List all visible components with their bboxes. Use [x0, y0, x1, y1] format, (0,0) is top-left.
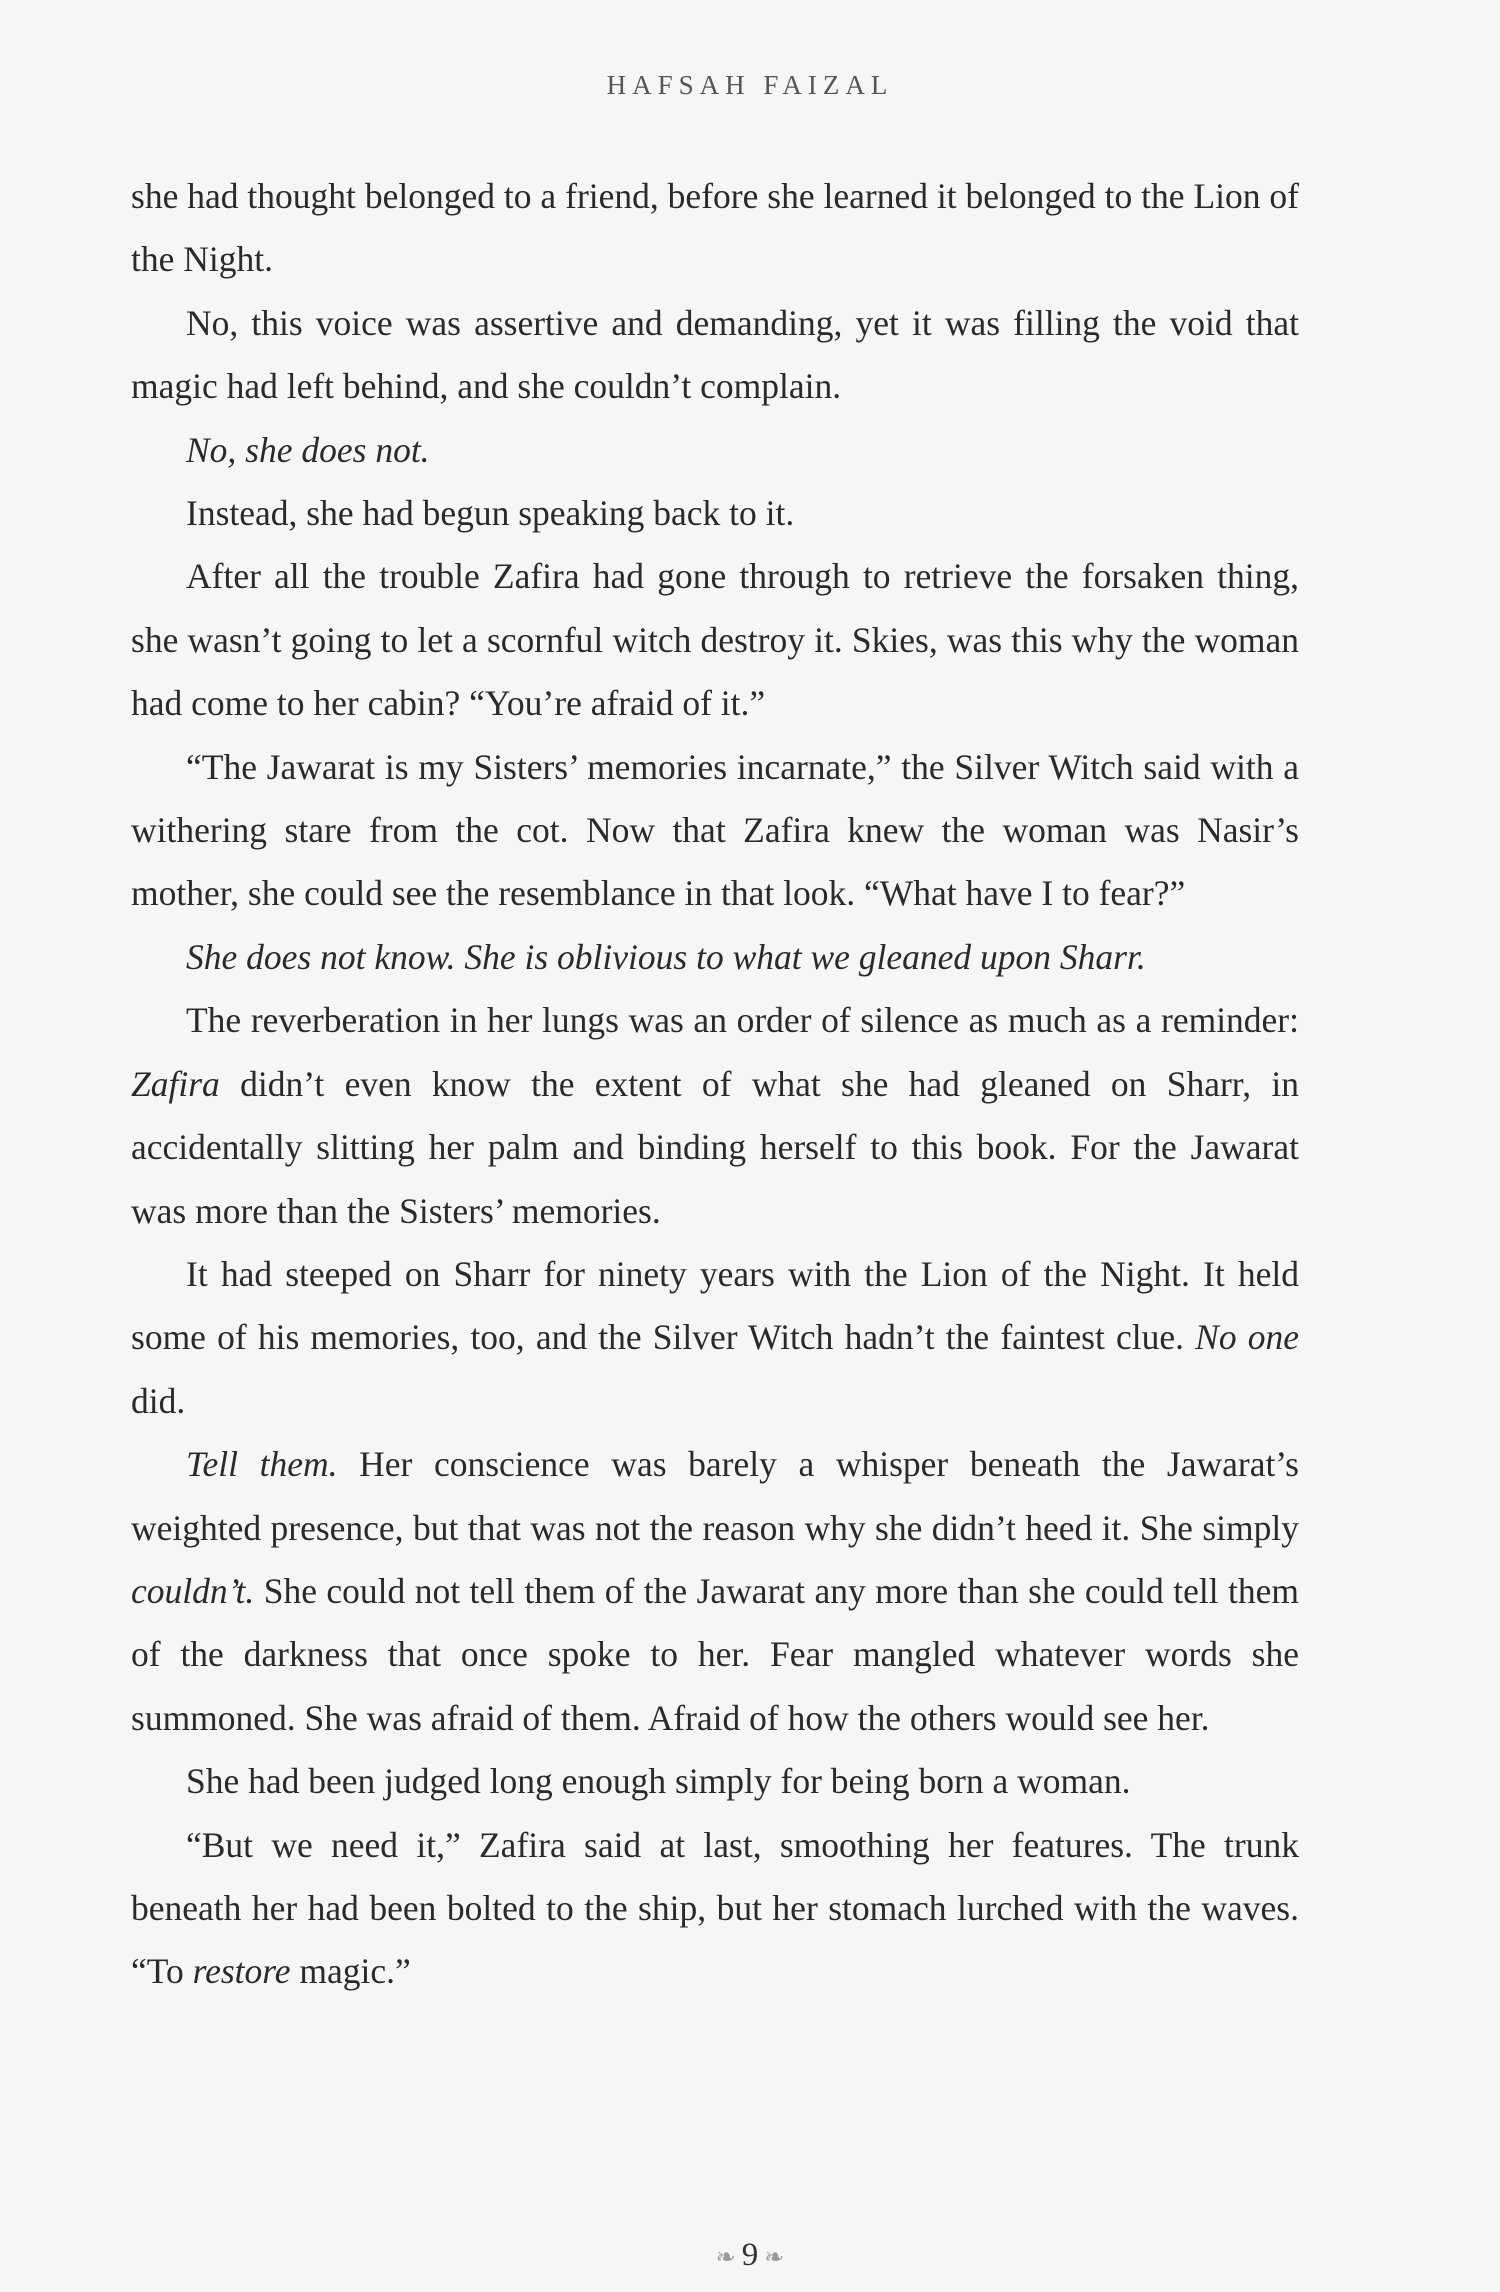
- italic-text: Zafira: [131, 1063, 220, 1104]
- running-head: HAFSAH FAIZAL: [606, 70, 894, 100]
- text-run: Instead, she had begun speaking back to it.: [186, 493, 795, 534]
- text-run: “But we need it,” Zafira said at last, smoothing her features. The trunk beneath her had been bolted to the ship, but her stomach lurched with the waves. “To: [131, 1824, 1299, 1992]
- text-run: She could not tell them of the Jawarat any more than she could tell them of the darkness that once spoke to her. Fear mangled whatever words she summoned. She was afraid of them. Afraid of how the others would see her.: [131, 1570, 1299, 1738]
- text-run: magic.”: [290, 1951, 411, 1992]
- paragraph: [131, 989, 1299, 1243]
- italic-text: couldn’t.: [131, 1570, 255, 1611]
- paragraph: [131, 1814, 1299, 2004]
- paragraph: [131, 1433, 1299, 1750]
- paragraph: [131, 292, 1299, 419]
- paragraph: [131, 165, 1299, 292]
- text-run: she had thought belonged to a friend, before she learned it belonged to the Lion of the Night.: [131, 176, 1299, 280]
- paragraph: [131, 419, 1299, 482]
- text-run: “The Jawarat is my Sisters’ memories incarnate,” the Silver Witch said with a withering stare from the cot. Now that Zafira knew the woman was Nasir’s mother, she could see the resemblance in that look. “What have I to fear?”: [131, 746, 1299, 914]
- italic-text: No, she does not.: [186, 429, 430, 470]
- paragraph: [131, 1750, 1299, 1813]
- ornament-left-icon: ❧: [715, 2244, 736, 2271]
- text-run: No, this voice was assertive and demanding, yet it was filling the void that magic had left behind, and she couldn’t complain.: [131, 302, 1299, 407]
- italic-text: She does not know. She is oblivious to what we gleaned upon Sharr.: [186, 936, 1146, 977]
- italic-text: restore: [192, 1951, 291, 1992]
- paragraph: [131, 926, 1299, 989]
- text-run: She had been judged long enough simply for being born a woman.: [186, 1761, 1131, 1802]
- paragraph: [131, 736, 1299, 926]
- page-number: 9: [741, 2237, 759, 2273]
- italic-text: Tell them.: [186, 1444, 338, 1485]
- text-run: didn’t even know the extent of what she had gleaned on Sharr, in accidentally slitting her palm and binding herself to this book. For the Jawarat was more than the Sisters’ memories.: [131, 1063, 1299, 1231]
- text-run: did.: [131, 1380, 186, 1421]
- paragraph: [131, 1243, 1299, 1433]
- paragraph: [131, 482, 1299, 545]
- paragraph: [131, 545, 1299, 735]
- text-run: After all the trouble Zafira had gone through to retrieve the forsaken thing, she wasn’t going to let a scornful witch destroy it. Skies, was this why the woman had come to her cabin? “You’re afraid of it.”: [131, 556, 1299, 724]
- page-footer: [0, 2237, 1500, 2274]
- italic-text: No one: [1195, 1317, 1299, 1358]
- body-text: [131, 165, 1299, 2004]
- text-run: The reverberation in her lungs was an order of silence as much as a reminder:: [186, 1000, 1299, 1041]
- ornament-right-icon: ❧: [764, 2244, 785, 2271]
- text-run: Her conscience was barely a whisper beneath the Jawarat’s weighted presence, but that was not the reason why she didn’t heed it. She simply: [131, 1444, 1299, 1548]
- text-run: It had steeped on Sharr for ninety years with the Lion of the Night. It held some of his memories, too, and the Silver Witch hadn’t the faintest clue.: [131, 1253, 1299, 1358]
